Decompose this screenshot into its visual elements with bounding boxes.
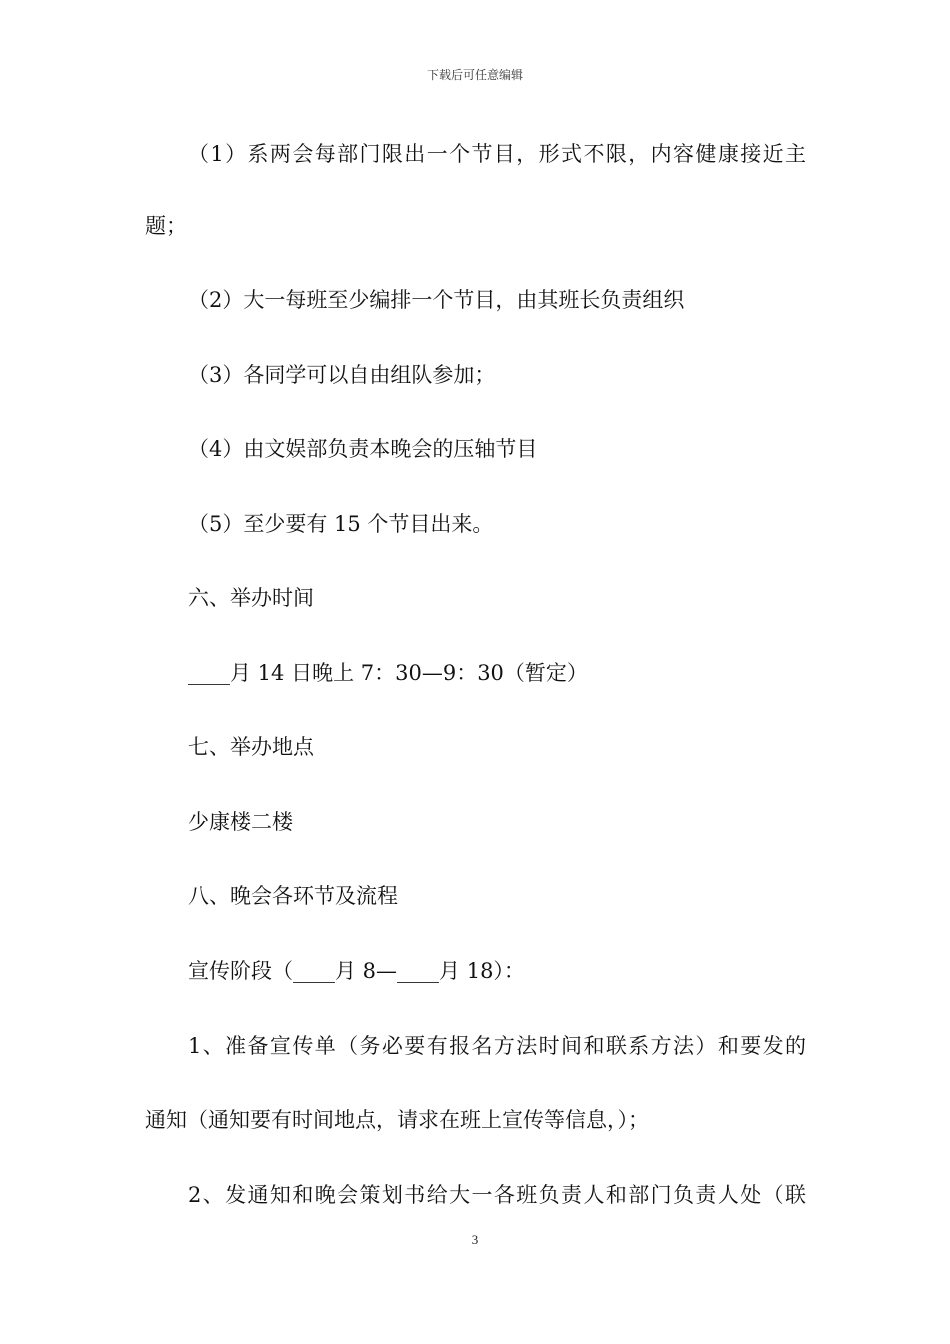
paragraph-line: 通知（通知要有时间地点，请求在班上宣传等信息，）；	[145, 1108, 649, 1132]
paragraph-line: （4）由文娱部负责本晚会的压轴节目	[188, 437, 538, 461]
paragraph-line: 1、准备宣传单（务必要有报名方法时间和联系方法）和要发的	[188, 1034, 806, 1058]
paragraph-line: 宣传阶段（____月 8—____月 18）：	[188, 959, 525, 983]
paragraph-line: 2、发通知和晚会策划书给大一各班负责人和部门负责人处（联	[188, 1183, 806, 1207]
paragraph-line: ____月 14 日晚上 7：30—9：30（暂定）	[188, 661, 588, 685]
paragraph-line: （5）至少要有 15 个节目出来。	[188, 512, 494, 536]
section-heading: 八、晚会各环节及流程	[188, 884, 398, 908]
page-header: 下载后可任意编辑	[426, 68, 523, 82]
section-heading: 六、举办时间	[188, 586, 314, 610]
paragraph-line: 题；	[145, 214, 187, 238]
paragraph-line: （1）系两会每部门限出一个节目，形式不限，内容健康接近主	[188, 142, 806, 166]
paragraph-line: （3）各同学可以自由组队参加；	[188, 363, 496, 387]
section-heading: 七、举办地点	[188, 735, 314, 759]
page-number: 3	[471, 1232, 479, 1247]
paragraph-line: （2）大一每班至少编排一个节目，由其班长负责组织	[188, 288, 685, 312]
paragraph-line: 少康楼二楼	[188, 810, 293, 834]
